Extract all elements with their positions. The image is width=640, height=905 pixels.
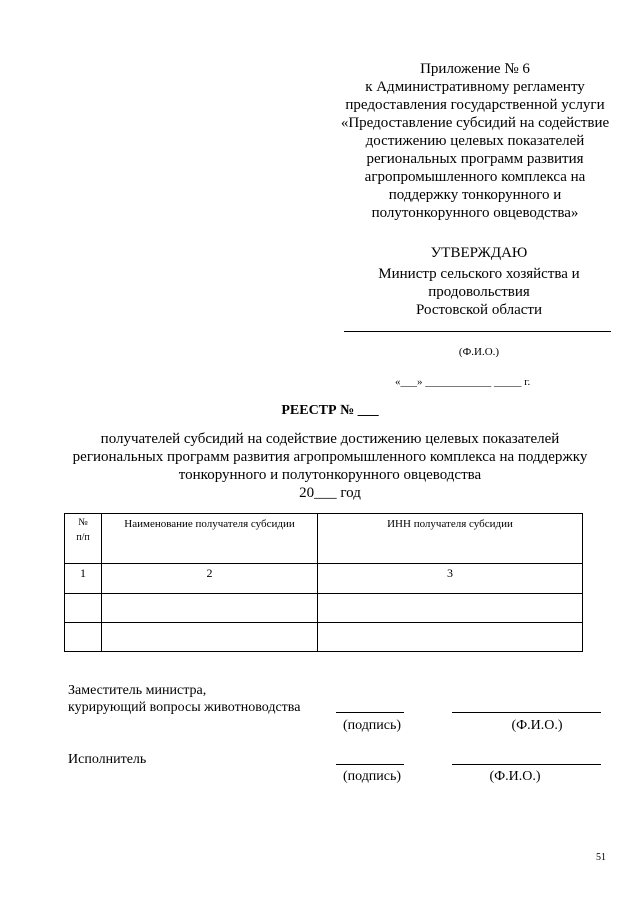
deputy-fio-caption: (Ф.И.О.): [511, 718, 563, 733]
header-inn: ИНН получателя субсидии: [318, 514, 583, 564]
recipients-table: [64, 513, 583, 652]
annex-line: достижению целевых показателей: [365, 133, 585, 149]
numbering-cell: 2: [102, 564, 318, 594]
table-cell: [318, 623, 583, 652]
annex-line: «Предоставление субсидий на содействие: [340, 115, 610, 131]
annex-line: Приложение № 6: [420, 61, 530, 77]
header-name: Наименование получателя субсидии: [102, 514, 318, 564]
registry-description-line: тонкорунного и полутонкорунного овцеводства: [178, 467, 482, 483]
annex-line: к Административному регламенту: [365, 79, 585, 95]
header-num-line2: п/п: [76, 532, 90, 543]
deputy-sign-caption: (подпись): [342, 718, 402, 733]
table-numbering-row: [65, 564, 583, 594]
table-cell: [65, 623, 102, 652]
approval-line: Министр сельского хозяйства и: [378, 266, 580, 282]
approval-fio-caption: (Ф.И.О.): [458, 346, 500, 358]
annex-line: агропромышленного комплекса на: [364, 169, 586, 185]
annex-header: [330, 60, 620, 222]
approval-line: продовольствия: [428, 284, 530, 300]
annex-line: предоставления государственной услуги: [345, 97, 605, 113]
deputy-label-line1: Заместитель министра,: [68, 683, 207, 698]
header-num: [65, 514, 102, 564]
table-row: [65, 623, 583, 652]
approval-heading: УТВЕРЖДАЮ: [430, 245, 528, 261]
table-row: [65, 594, 583, 623]
table-cell: [102, 594, 318, 623]
executor-label: Исполнитель: [68, 752, 147, 767]
executor-sign-caption: (подпись): [342, 769, 402, 784]
approval-date-field: «___» ____________ _____ г.: [395, 376, 531, 388]
registry-description-line: 20___ год: [299, 485, 361, 501]
annex-line: региональных программ развития: [366, 151, 584, 167]
executor-fio-line: [452, 764, 601, 765]
registry-description-line: региональных программ развития агропромышленного комплекса на поддержку: [72, 449, 588, 465]
page-number: 51: [596, 852, 606, 863]
registry-description: [40, 430, 620, 502]
table-cell: [65, 594, 102, 623]
deputy-label-line2: курирующий вопросы животноводства: [68, 700, 301, 715]
approval-line: Ростовской области: [416, 302, 542, 318]
approval-signature-line: [344, 331, 611, 332]
numbering-cell: 1: [65, 564, 102, 594]
approval-block: [345, 244, 613, 319]
table-header-row: [65, 514, 583, 564]
header-num-line1: №: [78, 517, 88, 528]
table-cell: [102, 623, 318, 652]
registry-title: РЕЕСТР № ___: [281, 403, 379, 418]
deputy-signature-line: [336, 712, 404, 713]
executor-fio-caption: (Ф.И.О.): [489, 769, 541, 784]
annex-line: полутонкорунного овцеводства»: [371, 205, 579, 221]
table-cell: [318, 594, 583, 623]
executor-signature-line: [336, 764, 404, 765]
registry-description-line: получателей субсидий на содействие достижению целевых показателей: [100, 431, 560, 447]
numbering-cell: 3: [318, 564, 583, 594]
deputy-fio-line: [452, 712, 601, 713]
annex-line: поддержку тонкорунного и: [388, 187, 562, 203]
